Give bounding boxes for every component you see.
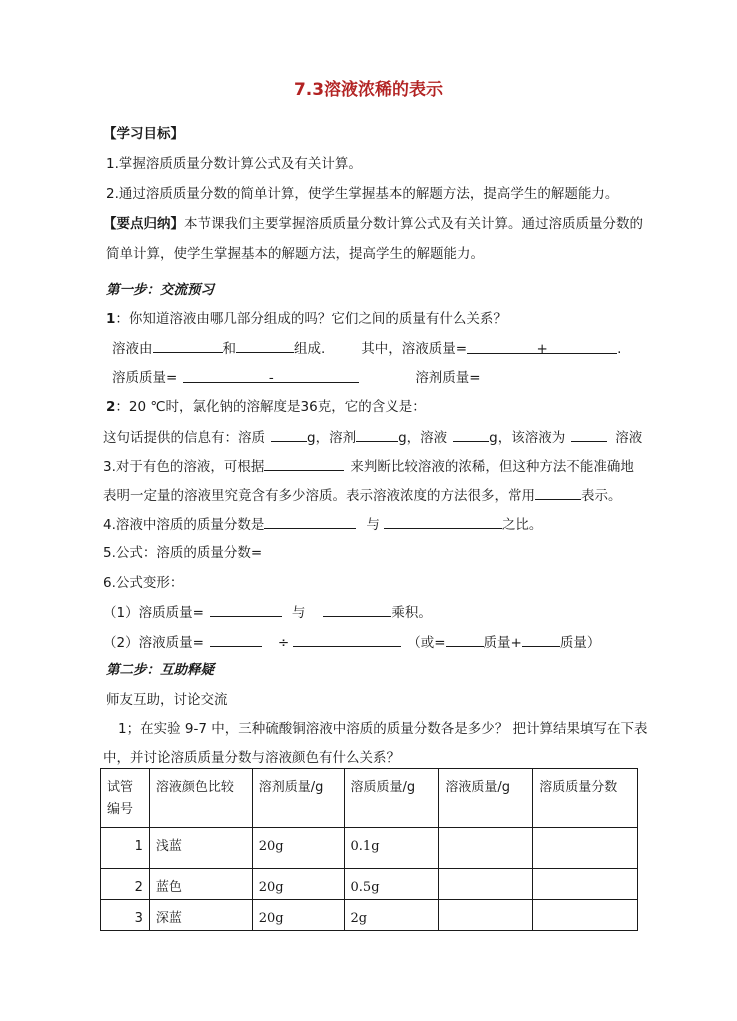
- objective-item: 2.通过溶质质量分数的简单计算，使学生掌握基本的解题方法，提高学生的解题能力。: [106, 186, 619, 202]
- blank-field[interactable]: [264, 514, 356, 529]
- table-cell: 深蓝: [149, 900, 252, 931]
- table-cell[interactable]: [439, 900, 533, 931]
- question-6-heading: 6.公式变形：: [103, 575, 184, 591]
- blank-field[interactable]: [356, 427, 398, 442]
- table-cell[interactable]: [533, 869, 638, 900]
- step2-intro: 师友互助，讨论交流: [106, 692, 228, 708]
- column-header: 溶剂质量/g: [252, 769, 344, 828]
- blank-field[interactable]: [264, 456, 344, 471]
- table-row: [101, 900, 638, 931]
- blank-field[interactable]: [153, 338, 223, 353]
- table-cell: 1: [101, 828, 150, 869]
- summary-line-2: 简单计算，使学生掌握基本的解题方法，提高学生的解题能力。: [106, 246, 484, 262]
- table-header-row: [101, 769, 638, 828]
- column-header: 溶质质量/g: [344, 769, 439, 828]
- table-cell: 2g: [344, 900, 439, 931]
- question-4: 4.溶液中溶质的质量分数是 与 之比。: [103, 514, 542, 535]
- question-2-info: 这句话提供的信息有：溶质 g，溶剂 g，溶液 g，该溶液为 溶液: [103, 427, 642, 448]
- table-cell: 0.5g: [344, 869, 439, 900]
- column-header: 溶质质量分数: [533, 769, 638, 828]
- blank-field[interactable]: [384, 514, 502, 529]
- table-row: [101, 828, 638, 869]
- step2-question-line-2: 中，并讨论溶质质量分数与溶液颜色有什么关系？: [103, 750, 400, 766]
- table-row: [101, 869, 638, 900]
- question-2: 2：20 ℃时，氯化钠的溶解度是36克，它的含义是：: [106, 399, 426, 415]
- step1-heading: 第一步：交流预习: [106, 282, 214, 298]
- table-cell: 3: [101, 900, 150, 931]
- summary-label: 【要点归纳】: [103, 216, 184, 232]
- question-1-blank-line-2: 溶质质量= - 溶剂质量=: [112, 370, 481, 386]
- blank-field[interactable]: [453, 427, 489, 442]
- objectives-heading: 【学习目标】: [103, 126, 184, 142]
- formula-1: （1）溶质质量= 与 乘积。: [103, 602, 432, 623]
- blank-field[interactable]: [293, 632, 401, 647]
- column-header: 溶液颜色比较: [149, 769, 252, 828]
- step2-heading: 第二步：互助释疑: [106, 662, 214, 678]
- question-3-line-1: 3.对于有色的溶液，可根据 来判断比较溶液的浓稀，但这种方法不能准确地: [103, 456, 634, 477]
- column-header: 试管 编号: [101, 769, 150, 828]
- blank-field[interactable]: [446, 632, 484, 647]
- objective-item: 1.掌握溶质质量分数计算公式及有关计算。: [106, 156, 362, 172]
- blank-field[interactable]: [271, 427, 307, 442]
- page-title: 7.3溶液浓稀的表示: [293, 80, 444, 100]
- table-cell: 0.1g: [344, 828, 439, 869]
- summary-text: 本节课我们主要掌握溶质质量分数计算公式及有关计算。通过溶质质量分数的: [184, 216, 643, 232]
- column-header: 溶液质量/g: [439, 769, 533, 828]
- table-cell: 20g: [252, 828, 344, 869]
- blank-field[interactable]: -: [183, 368, 359, 383]
- table-cell[interactable]: [439, 828, 533, 869]
- table-cell[interactable]: [533, 900, 638, 931]
- table-cell: 浅蓝: [149, 828, 252, 869]
- blank-field[interactable]: [522, 632, 560, 647]
- table-cell: 20g: [252, 869, 344, 900]
- blank-field[interactable]: [210, 602, 282, 617]
- table-cell: 20g: [252, 900, 344, 931]
- blank-field[interactable]: [535, 485, 581, 500]
- blank-field[interactable]: [210, 632, 262, 647]
- blank-field[interactable]: [571, 427, 607, 442]
- question-1-blank-line-1: 溶液由 和 组成. 其中，溶液质量= + .: [112, 338, 621, 359]
- table-cell: 蓝色: [149, 869, 252, 900]
- table-cell[interactable]: [533, 828, 638, 869]
- blank-field[interactable]: +: [467, 339, 617, 354]
- table-cell: 2: [101, 869, 150, 900]
- blank-field[interactable]: [323, 602, 391, 617]
- question-1: 1：你知道溶液由哪几部分组成的吗？它们之间的质量有什么关系？: [106, 311, 507, 327]
- step2-question-line-1: 1；在实验 9-7 中，三种硫酸铜溶液中溶质的质量分数各是多少？ 把计算结果填写在下表: [118, 721, 648, 737]
- summary-line-1: [103, 214, 643, 234]
- blank-field[interactable]: [236, 338, 294, 353]
- data-table: [100, 768, 638, 931]
- table-cell[interactable]: [439, 869, 533, 900]
- question-3-line-2: 表明一定量的溶液里究竟含有多少溶质。表示溶液浓度的方法很多，常用 表示。: [103, 485, 622, 506]
- formula-2: （2）溶液质量= ÷ （或= 质量+ 质量）: [103, 632, 600, 653]
- question-5: 5.公式：溶质的质量分数=: [103, 545, 263, 561]
